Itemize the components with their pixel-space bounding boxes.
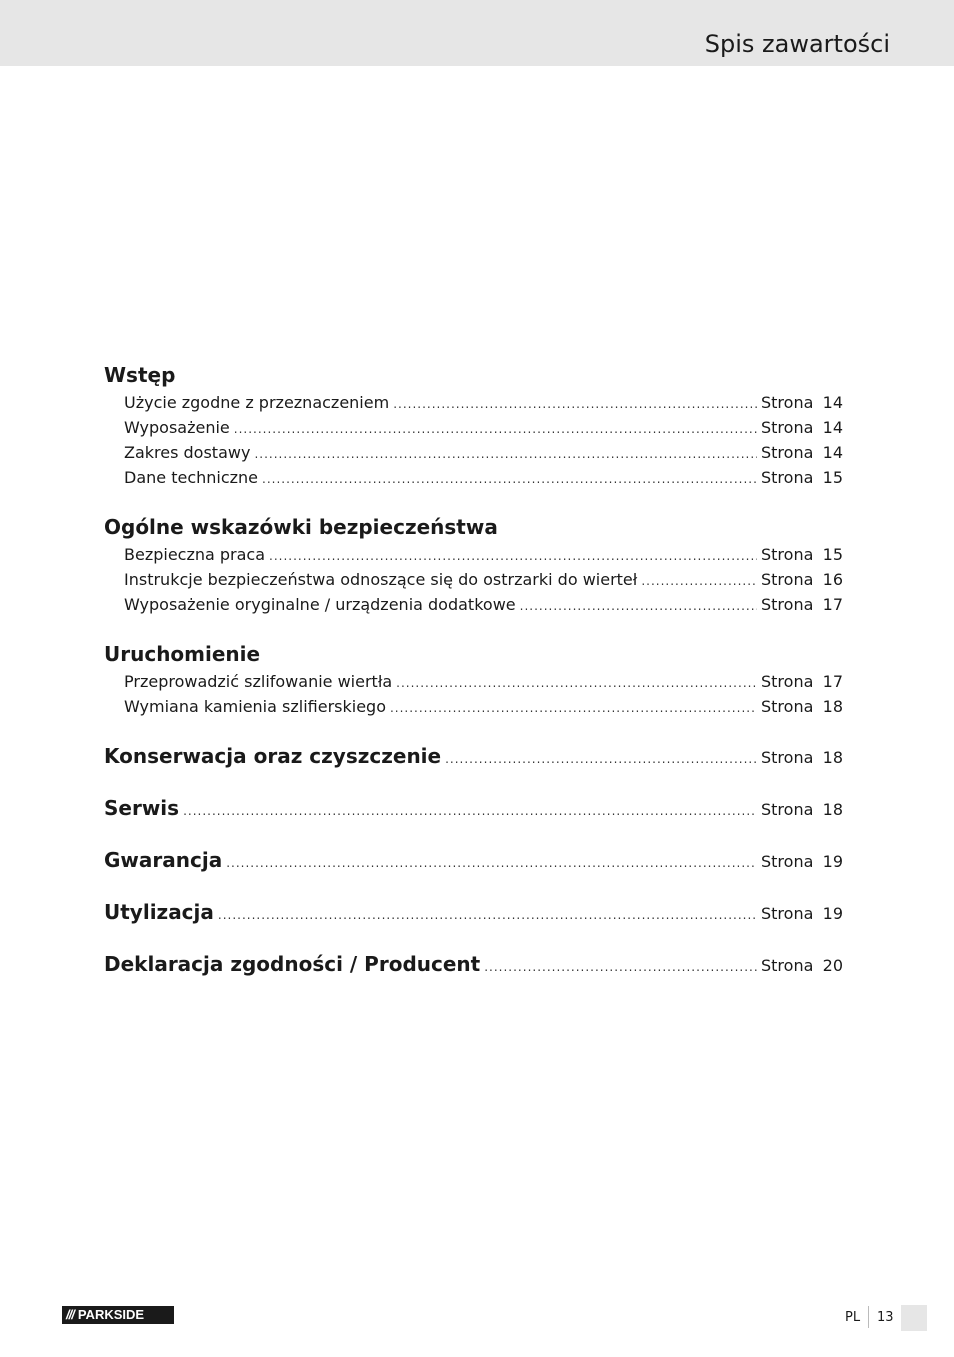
toc-entry[interactable] (104, 542, 843, 567)
toc-section-heading: Uruchomienie (104, 642, 261, 666)
toc-entry-strona: Strona (761, 468, 814, 487)
toc-entry-page: 20 (822, 956, 843, 975)
toc-entry[interactable] (104, 465, 843, 490)
toc-entry-page: 15 (822, 468, 843, 487)
toc-entry-strona: Strona (761, 443, 814, 462)
toc-entry-strona: Strona (761, 418, 814, 437)
toc-entry[interactable] (104, 669, 843, 694)
toc-entry-label: Dane techniczne (124, 468, 259, 487)
footer-divider (868, 1306, 869, 1328)
toc-entry-page: 16 (822, 570, 843, 589)
page-title: Spis zawartości (704, 30, 890, 58)
toc-entry-strona: Strona (761, 697, 814, 716)
toc-entry[interactable] (104, 592, 843, 617)
leader-dots (218, 900, 757, 930)
toc-section (104, 897, 843, 927)
toc-entry-label: Zakres dostawy (124, 443, 251, 462)
toc-entry-page: 15 (822, 545, 843, 564)
toc-entry-label: Konserwacja oraz czyszczenie (104, 744, 442, 768)
toc-entry-page: 17 (822, 595, 843, 614)
leader-dots (641, 569, 757, 594)
toc-entry[interactable] (104, 845, 843, 875)
toc-section-heading: Wstęp (104, 363, 176, 387)
leader-dots (226, 848, 757, 878)
toc-entry-strona: Strona (761, 904, 814, 923)
toc-section-heading: Ogólne wskazówki bezpieczeństwa (104, 515, 498, 539)
leader-dots (390, 696, 757, 721)
toc-entry[interactable] (104, 741, 843, 771)
toc-entry-strona: Strona (761, 545, 814, 564)
toc-entry[interactable] (104, 897, 843, 927)
toc-entry-label: Deklaracja zgodności / Producent (104, 952, 481, 976)
toc-section (104, 845, 843, 875)
table-of-contents (104, 360, 843, 1001)
toc-entry[interactable] (104, 694, 843, 719)
toc-entry-strona: Strona (761, 570, 814, 589)
leader-dots (262, 467, 757, 492)
toc-entry-label: Użycie zgodne z przeznaczeniem (124, 393, 390, 412)
leader-dots (484, 952, 757, 982)
toc-entry-page: 19 (822, 904, 843, 923)
header-bar (0, 0, 954, 66)
parkside-logo (62, 1306, 174, 1324)
toc-entry-label: Gwarancja (104, 848, 223, 872)
leader-dots (445, 744, 757, 774)
toc-entry-strona: Strona (761, 595, 814, 614)
logo-stripes: /// (66, 1307, 74, 1322)
toc-section (104, 741, 843, 771)
toc-entry-page: 18 (822, 697, 843, 716)
toc-entry[interactable] (104, 793, 843, 823)
toc-entry[interactable] (104, 415, 843, 440)
language-code: PL (845, 1310, 861, 1325)
toc-entry-strona: Strona (761, 393, 814, 412)
toc-entry-label: Utylizacja (104, 900, 214, 924)
toc-section (104, 512, 843, 617)
toc-section (104, 639, 843, 719)
toc-entry-label: Wyposażenie oryginalne / urządzenia dodatkowe (124, 595, 516, 614)
toc-entry-strona: Strona (761, 852, 814, 871)
toc-section (104, 793, 843, 823)
toc-entry[interactable] (104, 390, 843, 415)
leader-dots (183, 796, 757, 826)
toc-entry-page: 14 (822, 418, 843, 437)
toc-entry-label: Bezpieczna praca (124, 545, 266, 564)
toc-entry-page: 17 (822, 672, 843, 691)
toc-entry-page: 18 (822, 748, 843, 767)
leader-dots (269, 544, 757, 569)
footer-tab-marker (901, 1305, 927, 1331)
toc-entry-page: 14 (822, 393, 843, 412)
toc-entry-label: Przeprowadzić szlifowanie wiertła (124, 672, 393, 691)
toc-entry-page: 14 (822, 443, 843, 462)
toc-entry-page: 18 (822, 800, 843, 819)
toc-entry-label: Instrukcje bezpieczeństwa odnoszące się do ostrzarki do wierteł (124, 570, 638, 589)
toc-section (104, 360, 843, 490)
toc-entry-label: Wyposażenie (124, 418, 230, 437)
toc-entry-page: 19 (822, 852, 843, 871)
toc-section (104, 949, 843, 979)
logo-text: PARKSIDE (77, 1307, 145, 1322)
toc-entry-strona: Strona (761, 956, 814, 975)
toc-entry-strona: Strona (761, 800, 814, 819)
leader-dots (393, 392, 757, 417)
leader-dots (234, 417, 757, 442)
toc-entry-label: Serwis (104, 796, 180, 820)
toc-entry[interactable] (104, 567, 843, 592)
leader-dots (396, 671, 757, 696)
page-number: 13 (877, 1310, 894, 1325)
toc-entry-strona: Strona (761, 672, 814, 691)
toc-entry[interactable] (104, 440, 843, 465)
toc-entry[interactable] (104, 949, 843, 979)
toc-entry-label: Wymiana kamienia szlifierskiego (124, 697, 386, 716)
toc-entry-strona: Strona (761, 748, 814, 767)
leader-dots (254, 442, 757, 467)
leader-dots (520, 594, 757, 619)
